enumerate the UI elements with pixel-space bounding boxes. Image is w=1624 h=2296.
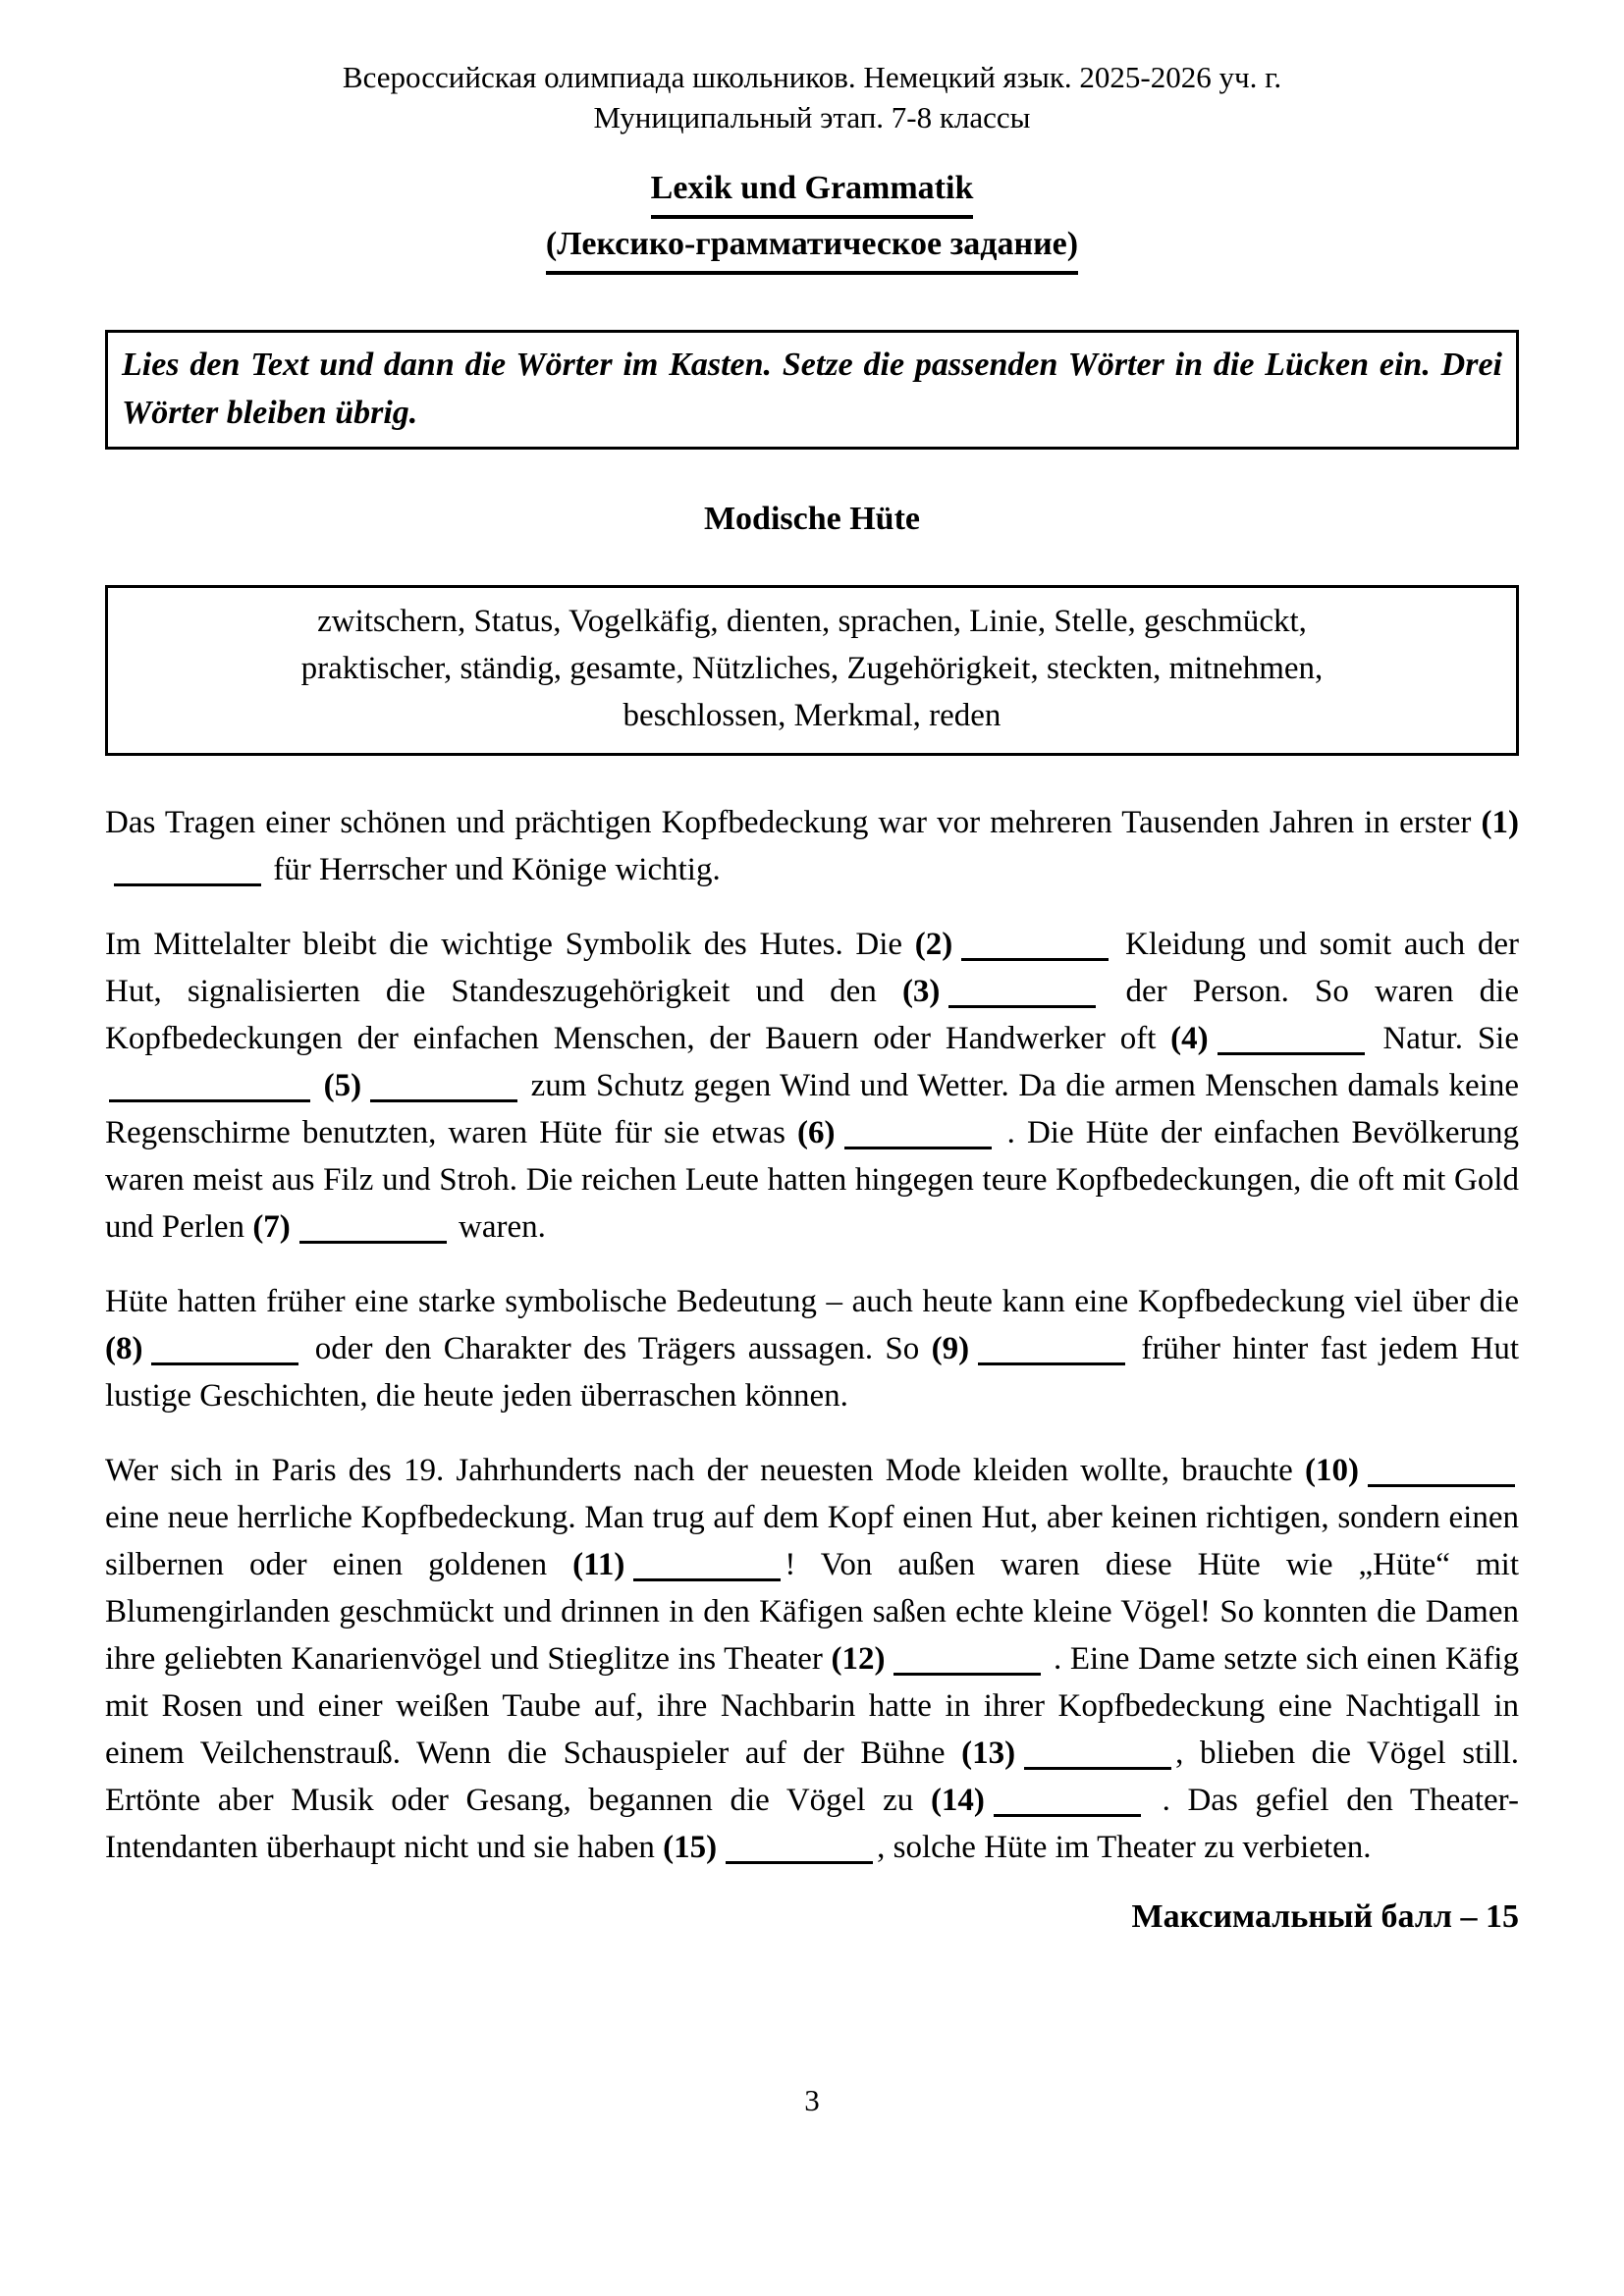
answer-blank — [994, 1814, 1141, 1817]
gap-number: (11) — [572, 1547, 625, 1582]
paragraph: Im Mittelalter bleibt die wichtige Symbolik des Hutes. Die (2) Kleidung und somit auch der Hut, signalisierten die Standeszugehörigkeit und den (3) der Person. So waren die Kopfbedeckungen der einfachen Menschen, der Bauern oder Handwerker oft (4) Natur. Sie (5) zum Schutz gegen Wind und Wetter. Da die armen Menschen damals keine Regenschirme benutzten, waren Hüte für sie etwas (6) . Die Hüte der einfachen Bevölkerung waren meist aus Filz und Stroh. Die reichen Leute hatten hingegen teure Kopfbedeckungen, die oft mit Gold und Perlen (7) waren. — [105, 927, 1520, 1245]
answer-blank — [726, 1861, 873, 1864]
gap-number: (1) — [1481, 805, 1519, 840]
answer-blank — [1218, 1052, 1365, 1055]
instruction-box — [105, 330, 1519, 450]
paragraph: Hüte hatten früher eine starke symbolische Bedeutung – auch heute kann eine Kopfbedeckung viel über die (8) oder den Charakter des Trägers aussagen. So (9) früher hinter fast jedem Hut lustige Geschichten, die heute jeden überraschen können. — [105, 1284, 1519, 1414]
gap-number: (9) — [931, 1331, 970, 1366]
answer-blank — [948, 1005, 1096, 1008]
gap-number: (10) — [1305, 1453, 1359, 1488]
section-title-block — [105, 163, 1519, 275]
answer-blank — [961, 958, 1109, 961]
word-box-line: beschlossen, Merkmal, reden — [623, 698, 1001, 733]
answer-blank — [370, 1099, 517, 1102]
answer-blank — [844, 1147, 992, 1149]
text-body — [105, 799, 1519, 1871]
answer-blank — [1024, 1767, 1171, 1770]
gap-number: (3) — [901, 974, 941, 1009]
text-title: Modische Hüte — [703, 501, 921, 537]
gap-number: (15) — [663, 1830, 718, 1865]
paragraph: Wer sich in Paris des 19. Jahrhunderts nach der neuesten Mode kleiden wollte, brauchte (10) eine neue herrliche Kopfbedeckung. Man trug auf dem Kopf einen Hut, aber keinen richtigen, sondern einen silbernen oder einen goldenen (11) ! Von außen waren diese Hüte wie „Hüte“ mit Blumengirlanden geschmückt und drinnen in den Käfigen saßen echte kleine Vögel! So konnten die Damen ihre geliebten Kanarienvögel und Stieglitze ins Theater (12) . Eine Dame setzte sich einen Käfig mit Rosen und einer weißen Taube auf, ihre Nachbarin hatte in ihrer Kopfbedeckung eine Nachtigall in einem Veilchenstrauß. Wenn die Schauspieler auf der Bühne (13) , blieben die Vögel still. Ertönte aber Musik oder Gesang, begannen die Vögel zu (14) . Das gefiel den Theater-Intendanten überhaupt nicht und sie haben (15) , solche Hüte im Theater zu verbieten. — [105, 1453, 1520, 1865]
max-score: Максимальный балл – 15 — [1131, 1898, 1519, 1935]
answer-blank — [633, 1578, 781, 1581]
gap-number: (6) — [797, 1115, 836, 1150]
answer-blank — [893, 1673, 1041, 1676]
answer-blank — [114, 883, 261, 886]
gap-number: (4) — [1170, 1021, 1209, 1056]
word-box-line: praktischer, ständig, gesamte, Nützliches, Zugehörigkeit, steckten, mitnehmen, — [300, 651, 1324, 686]
answer-blank — [109, 1099, 310, 1102]
answer-blank — [1368, 1484, 1515, 1487]
gap-number: (8) — [105, 1331, 143, 1366]
doc-header — [105, 57, 1519, 137]
section-title: Lexik und Grammatik — [651, 163, 974, 219]
instruction-text: Lies den Text und dann die Wörter im Kasten. Setze die passenden Wörter in die Lücken ein. Drei Wörter bleiben übrig. — [122, 347, 1502, 431]
answer-blank — [151, 1362, 298, 1365]
gap-number: (14) — [930, 1783, 985, 1818]
word-box-line: zwitschern, Status, Vogelkäfig, dienten, sprachen, Linie, Stelle, geschmückt, — [317, 604, 1307, 639]
gap-number: (7) — [252, 1209, 291, 1245]
word-box — [105, 585, 1519, 756]
gap-number: (5) — [323, 1068, 362, 1103]
paragraph: Das Tragen einer schönen und prächtigen Kopfbedeckung war vor mehreren Tausenden Jahren in erster (1) für Herrscher und Könige wichtig. — [105, 805, 1519, 887]
answer-blank — [299, 1241, 447, 1244]
answer-blank — [978, 1362, 1125, 1365]
gap-number: (12) — [831, 1641, 886, 1677]
page-number: 3 — [804, 2083, 820, 2117]
header-line-2: Муниципальный этап. 7-8 классы — [593, 100, 1031, 134]
header-line-1: Всероссийская олимпиада школьников. Немецкий язык. 2025-2026 уч. г. — [342, 60, 1282, 94]
gap-number: (2) — [914, 927, 953, 962]
gap-number: (13) — [961, 1735, 1016, 1771]
section-subtitle: (Лексико-грамматическое задание) — [546, 219, 1078, 275]
